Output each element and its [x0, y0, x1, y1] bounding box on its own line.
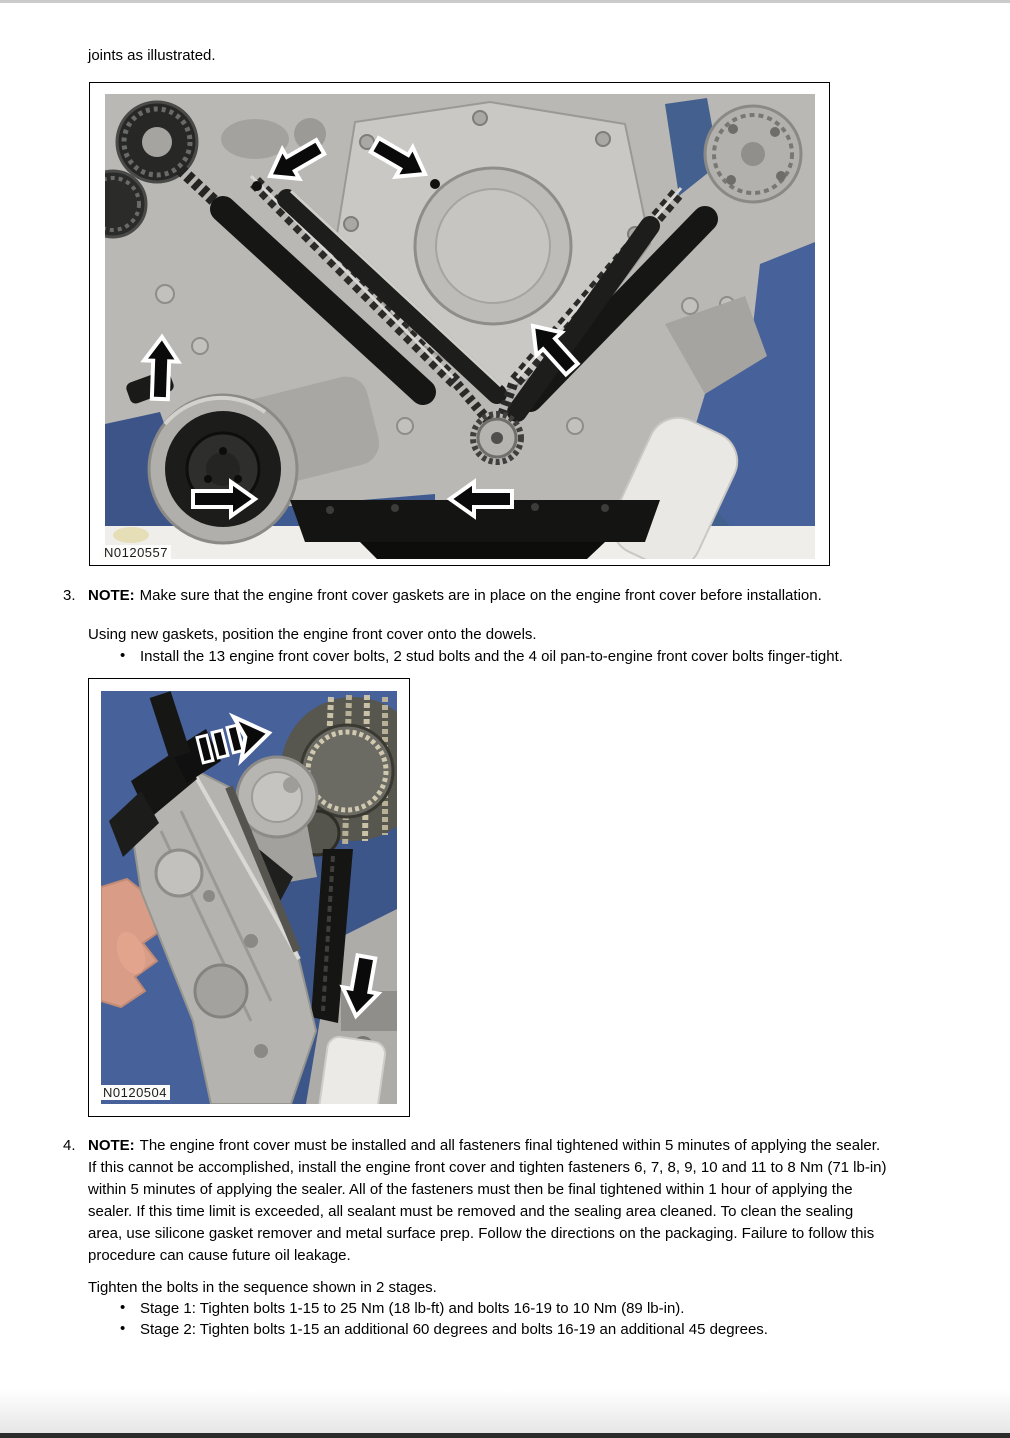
cam-phaser-right	[705, 106, 801, 202]
figure-sealer-points	[89, 82, 830, 566]
white-pipe	[318, 1036, 387, 1104]
step4-note-text: The engine front cover must be installed and all fasteners final tightened within 5 minutes of applying the sealer.	[139, 1137, 881, 1154]
cover-install-photo-illustration	[101, 691, 397, 1104]
step4-bullet-stage1: Stage 1: Tighten bolts 1-15 to 25 Nm (18 lb-ft) and bolts 16-19 to 10 Nm (89 lb-in).	[140, 1300, 685, 1317]
step4-note-line: area, use silicone gasket remover and metal surface prep. Follow the directions on the packaging. Failure to follow this	[88, 1225, 875, 1242]
step4-note-line: procedure can cause future oil leakage.	[88, 1247, 351, 1264]
top-border-strip	[0, 0, 1010, 3]
bottom-fade	[0, 1390, 1010, 1433]
step4-bullet-stage2: Stage 2: Tighten bolts 1-15 an additional 60 degrees and bolts 16-19 an additional 45 degrees.	[140, 1321, 768, 1338]
step3-note	[88, 585, 822, 606]
intro-text: joints as illustrated.	[88, 47, 216, 64]
step4-note-line: within 5 minutes of applying the sealer. All of the fasteners must then be final tightened within 1 hour of applying the	[88, 1181, 853, 1198]
bullet-marker: •	[120, 647, 126, 664]
bullet-marker: •	[120, 1299, 126, 1316]
step3-note-text: Make sure that the engine front cover gaskets are in place on the engine front cover before installation.	[139, 587, 822, 604]
note-label: NOTE:	[88, 587, 135, 604]
step4-number: 4.	[63, 1137, 76, 1154]
note-label: NOTE:	[88, 1137, 135, 1154]
step3-number: 3.	[63, 587, 76, 604]
engine-front-photo-illustration	[105, 94, 815, 559]
step4-note	[88, 1135, 887, 1267]
step4-note-line: If this cannot be accomplished, install the engine front cover and tighten fasteners 6, 7, 8, 9, 10 and 11 to 8 Nm (71 lb-in)	[88, 1159, 887, 1176]
step4-note-line	[88, 1135, 887, 1157]
step4-note-line: sealer. If this time limit is exceeded, all sealant must be removed and the sealing area cleaned. To clean the sealing	[88, 1203, 854, 1220]
figure-label: N0120504	[100, 1085, 170, 1100]
figure-label: N0120557	[101, 545, 171, 560]
bullet-marker: •	[120, 1320, 126, 1337]
step4-paragraph: Tighten the bolts in the sequence shown in 2 stages.	[88, 1279, 437, 1296]
step3-paragraph: Using new gaskets, position the engine front cover onto the dowels.	[88, 626, 537, 643]
bottom-bar	[0, 1433, 1010, 1438]
step3-bullet-text: Install the 13 engine front cover bolts, 2 stud bolts and the 4 oil pan-to-engine front cover bolts finger-tight.	[140, 648, 843, 665]
figure-cover-install	[88, 678, 410, 1117]
